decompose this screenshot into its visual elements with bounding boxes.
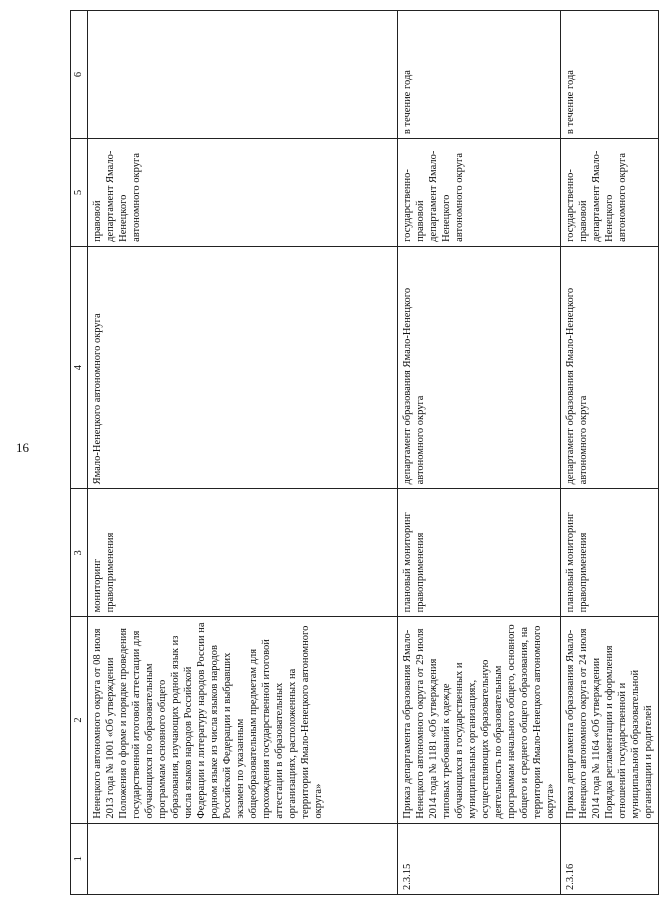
row-document: Приказ департамента образования Ямало-Ненецкого автономного округа от 24 июля 2014 года № 1164 «Об утверждении Порядка регламентации и оформления отношений государственной и муниципальной образовательной организации и родителей [561, 617, 659, 823]
row-term: в течение года [561, 11, 659, 139]
header-cell-2: 2 [71, 617, 88, 823]
page-number: 16 [16, 440, 29, 455]
row-term [88, 11, 398, 139]
header-cell-1: 1 [71, 823, 88, 894]
row-type: плановый мониторинг правоприменения [398, 489, 561, 617]
row-number: 2.3.16 [561, 823, 659, 894]
table-row [398, 11, 561, 895]
table-header-row [71, 11, 88, 895]
row-term: в течение года [398, 11, 561, 139]
row-executor: департамент образования Ямало-Ненецкого автономного округа [561, 246, 659, 489]
header-cell-6: 6 [71, 11, 88, 139]
header-cell-5: 5 [71, 139, 88, 247]
table-row [88, 11, 398, 895]
header-cell-3: 3 [71, 489, 88, 617]
row-document: Приказ департамента образования Ямало-Ненецкого автономного округа от 29 июля 2014 года № 1181 «Об утверждения типовых требований к одежде обучающихся в государственных и муниципальных организациях, осуществляющих образовательную деятельность по образовательным программам начального общего, основного общего и среднего общего образования, на территории Ямало-Ненецкого автономного округа» [398, 617, 561, 823]
row-coexecutor: правовой департамент Ямало-Ненецкого автономного округа [88, 139, 398, 247]
row-type: плановый мониторинг правоприменения [561, 489, 659, 617]
table-row [561, 11, 659, 895]
row-coexecutor: государственно-правовой департамент Ямало-Ненецкого автономного округа [561, 139, 659, 247]
row-number [88, 823, 398, 894]
row-document: Ненецкого автономного округа от 08 июля 2013 года № 1001 «Об утверждении Положения о форме и порядке проведения государственной итоговой аттестации для обучающихся по образовательным программам основного общего образования, изучающих родной язык из числа языков народов Российской Федерации и литературу народов России на родном языке из числа языков народов Российской Федерации и выбравших экзамен по указанным общеобразовательным предметам для прохождения государственной итоговой аттестации в образовательных организациях, расположенных на территории Ямало-Ненецкого автономного округа» [88, 617, 398, 823]
monitoring-plan-table [70, 10, 659, 895]
row-coexecutor: государственно-правовой департамент Ямало-Ненецкого автономного округа [398, 139, 561, 247]
header-cell-4: 4 [71, 246, 88, 489]
row-number: 2.3.15 [398, 823, 561, 894]
rotated-table-container [70, 10, 654, 895]
row-executor: департамент образования Ямало-Ненецкого автономного округа [398, 246, 561, 489]
row-executor: Ямало-Ненецкого автономного округа [88, 246, 398, 489]
row-type: мониторинг правоприменения [88, 489, 398, 617]
